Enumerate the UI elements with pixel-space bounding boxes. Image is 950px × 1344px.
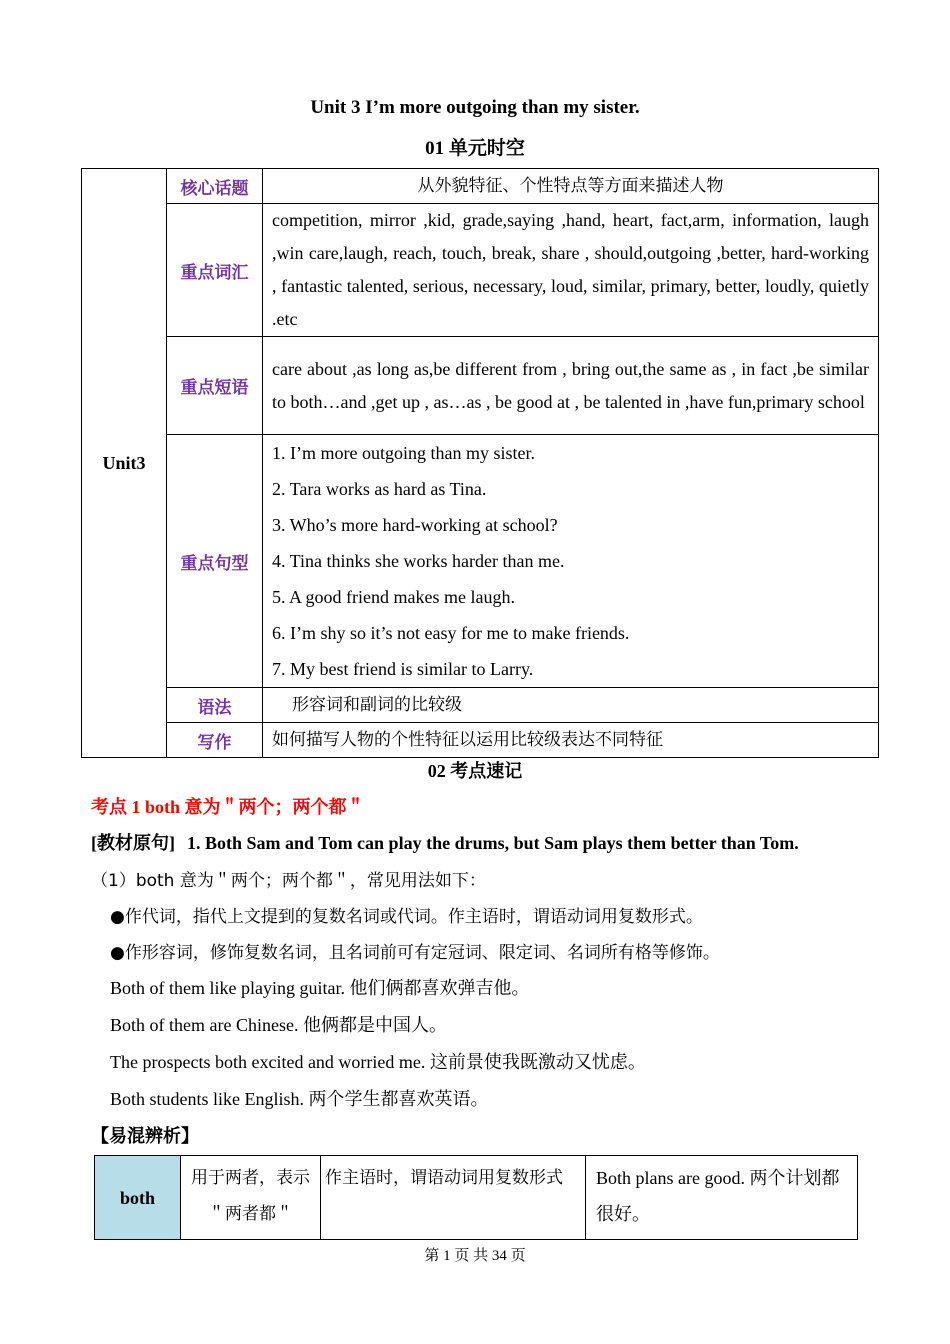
writing-label: 写作 bbox=[167, 723, 263, 758]
example-sentence: Both students like English. 两个学生都喜欢英语。 bbox=[110, 1089, 489, 1109]
usage-intro: （1）both 意为＂两个；两个都＂，常见用法如下： bbox=[91, 871, 486, 891]
usage-bullet: ●作形容词，修饰复数名词，且名词前可有定冠词、限定词、名词所有格等修饰。 bbox=[110, 943, 720, 963]
document-title: Unit 3 I’m more outgoing than my sister. bbox=[310, 97, 640, 118]
usage-bullet: ●作代词，指代上文提到的复数名词或代词。作主语时，谓语动词用复数形式。 bbox=[110, 907, 703, 927]
sentence-item: 6. I’m shy so it’s not easy for me to make friends. bbox=[272, 623, 630, 643]
compare-example: Both plans are good. 两个计划都很好。 bbox=[586, 1156, 858, 1240]
example-sentence: Both of them are Chinese. 他俩都是中国人。 bbox=[110, 1015, 447, 1035]
topic-label: 核心话题 bbox=[167, 169, 263, 204]
phrases-label: 重点短语 bbox=[167, 337, 263, 435]
example-sentence: Both of them like playing guitar. 他们俩都喜欢弹吉他。 bbox=[110, 978, 530, 998]
section-heading-02: 02 考点速记 bbox=[427, 761, 523, 781]
unit-cell: Unit3 bbox=[82, 169, 167, 758]
key-point-heading: 考点 1 both 意为＂两个；两个都＂ bbox=[91, 797, 365, 817]
comparison-table bbox=[94, 1155, 858, 1240]
phrases-content: care about ,as long as,be different from , bring out,the same as , in fact ,be similar to both…and ,get up , as…as , be good at , be talented in ,have fun,primary school bbox=[263, 337, 879, 435]
compare-word: both bbox=[95, 1156, 181, 1240]
compare-meaning: 用于两者，表示＂两者都＂ bbox=[181, 1156, 321, 1240]
confusion-heading: 【易混辨析】 bbox=[91, 1126, 199, 1146]
topic-content: 从外貌特征、个性特点等方面来描述人物 bbox=[263, 169, 879, 204]
sentence-item: 3. Who’s more hard-working at school? bbox=[272, 515, 558, 535]
sentence-item: 4. Tina thinks she works harder than me. bbox=[272, 551, 565, 571]
page-footer: 第 1 页 共 34 页 bbox=[424, 1248, 526, 1264]
unit-overview-table bbox=[81, 168, 879, 758]
grammar-content: 形容词和副词的比较级 bbox=[263, 688, 879, 723]
textbook-sentence bbox=[91, 829, 799, 855]
vocab-label: 重点词汇 bbox=[167, 204, 263, 337]
writing-content: 如何描写人物的个性特征以运用比较级表达不同特征 bbox=[263, 723, 879, 758]
section-heading-01: 01 单元时空 bbox=[425, 138, 525, 159]
sentence-item: 5. A good friend makes me laugh. bbox=[272, 587, 515, 607]
example-sentence: The prospects both excited and worried me. 这前景使我既激动又忧虑。 bbox=[110, 1052, 646, 1072]
sentence-item: 2. Tara works as hard as Tina. bbox=[272, 479, 487, 499]
grammar-label: 语法 bbox=[167, 688, 263, 723]
sentence-item: 7. My best friend is similar to Larry. bbox=[272, 659, 534, 679]
sentences-content bbox=[263, 435, 879, 688]
compare-usage: 作主语时，谓语动词用复数形式 bbox=[321, 1156, 586, 1240]
textbook-label: [教材原句] bbox=[91, 833, 175, 853]
vocab-content: competition, mirror ,kid, grade,saying ,hand, heart, fact,arm, information, laugh ,win care,laugh, reach, touch, break, share , should,outgoing ,better, hard-working , fantastic talented, serious, necessary, loud, similar, primary, better, loudly, quietly .etc bbox=[263, 204, 879, 337]
sentences-label: 重点句型 bbox=[167, 435, 263, 688]
textbook-quote: 1. Both Sam and Tom can play the drums, but Sam plays them better than Tom. bbox=[187, 833, 799, 853]
sentence-item: 1. I’m more outgoing than my sister. bbox=[272, 443, 535, 463]
